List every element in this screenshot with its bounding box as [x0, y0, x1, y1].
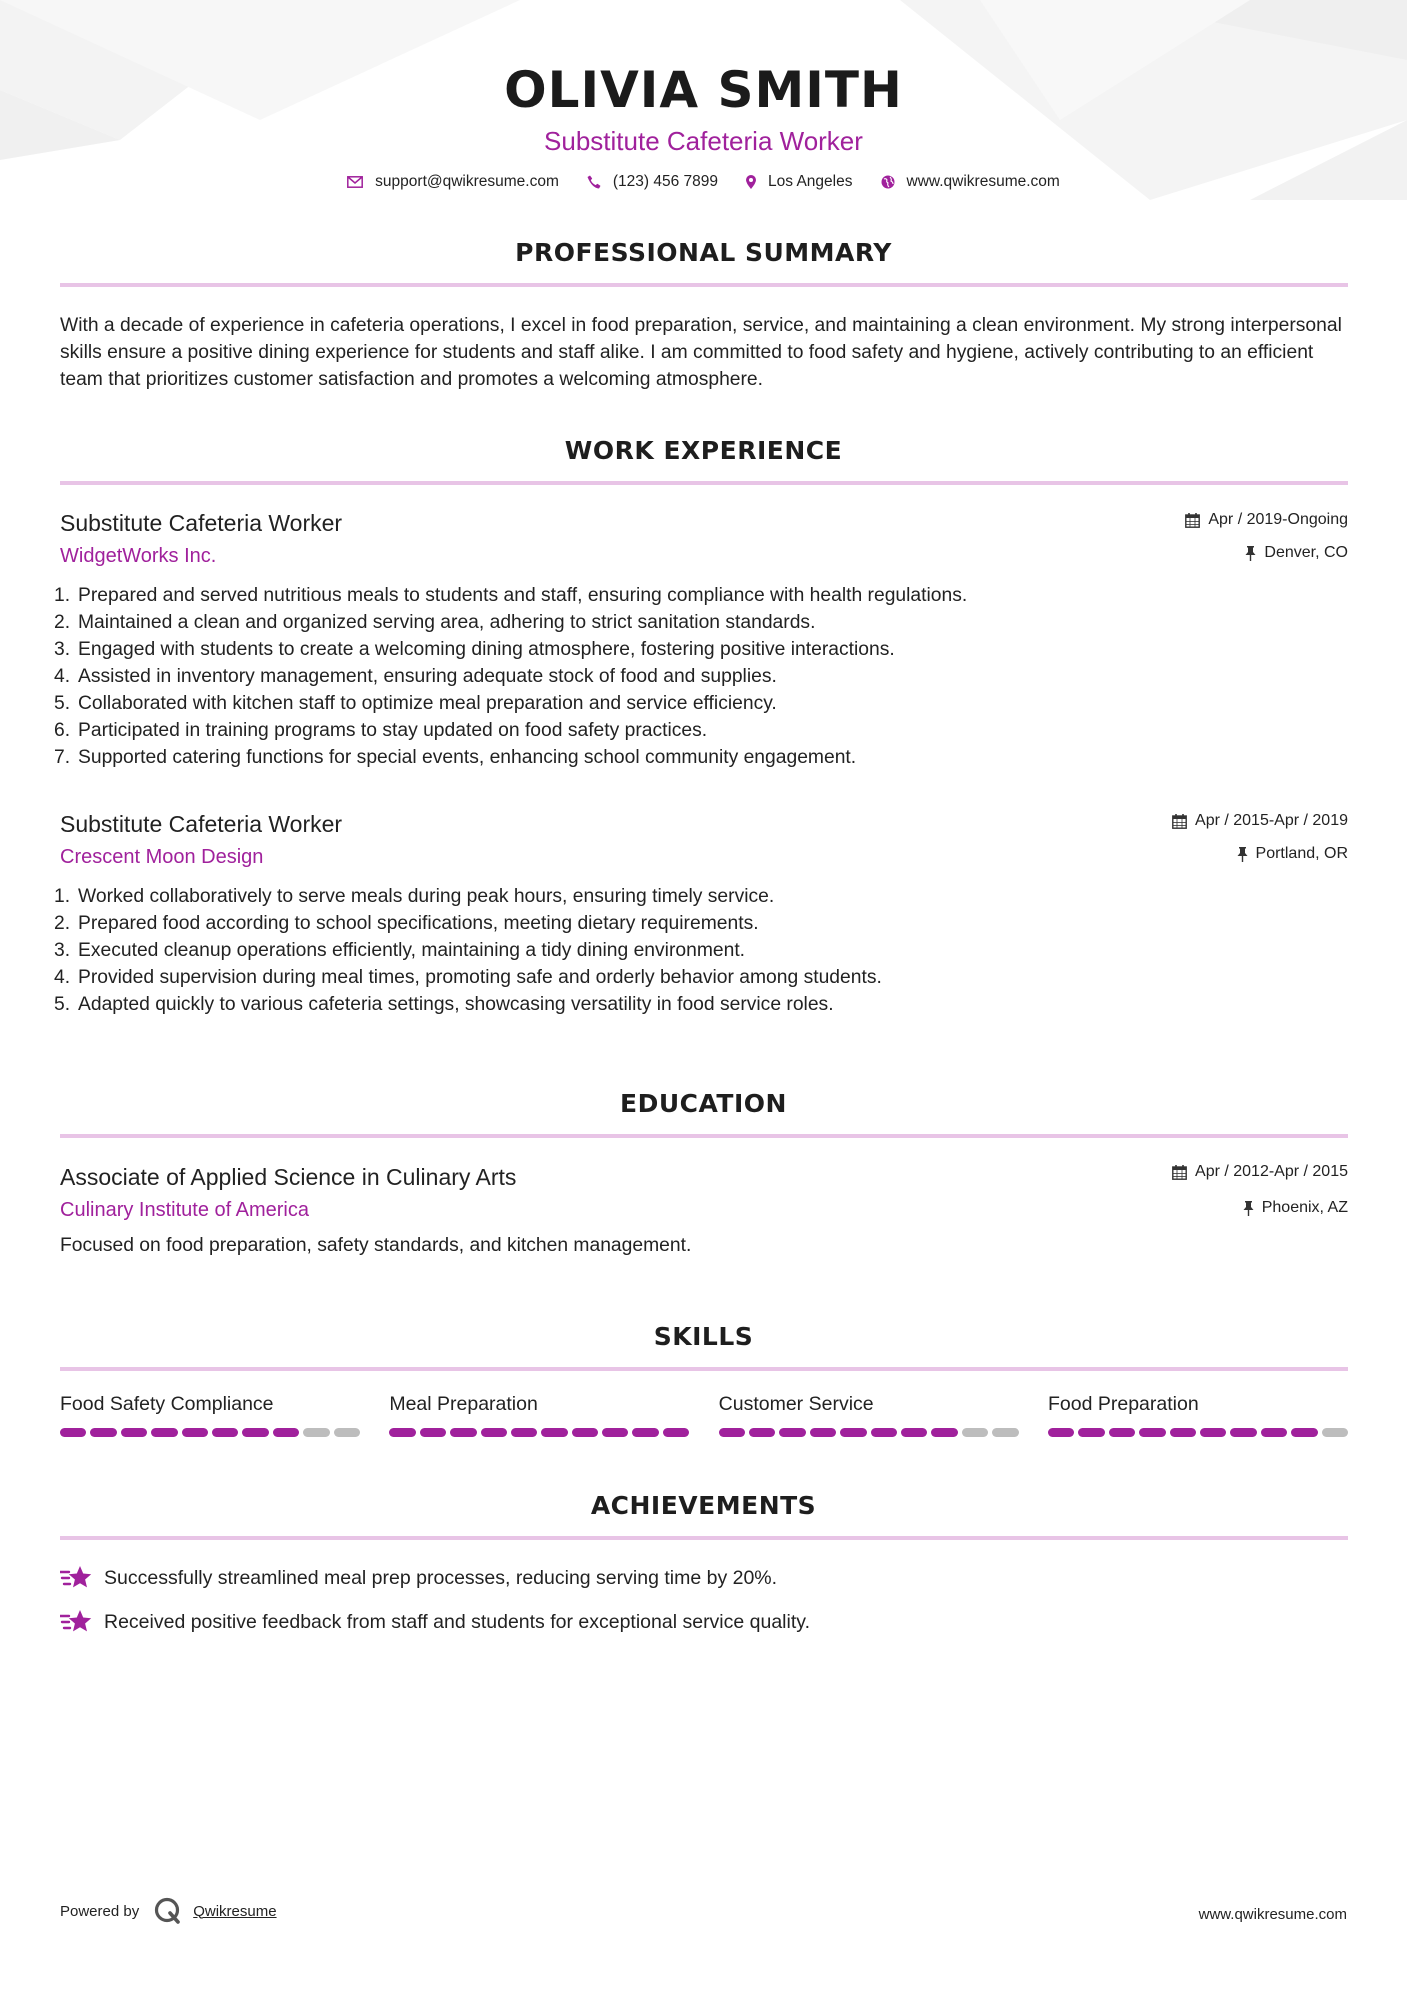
skill-segment-filled: [420, 1428, 446, 1437]
education-entry: [60, 1163, 1348, 1259]
skill-segment-filled: [450, 1428, 476, 1437]
list-item: Maintained a clean and organized serving area, adhering to strict sanitation standards.: [78, 612, 816, 633]
skill-segment-filled: [632, 1428, 658, 1437]
skill-segment-filled: [1170, 1428, 1196, 1437]
pushpin-icon: [1243, 1201, 1254, 1216]
candidate-name: OLIVIA SMITH: [504, 61, 903, 119]
contact-phone[interactable]: [587, 173, 718, 191]
degree-title: Associate of Applied Science in Culinary Arts: [60, 1164, 517, 1190]
job-title: Substitute Cafeteria Worker: [60, 510, 343, 536]
skill-level-bar: [60, 1428, 360, 1437]
list-item: Collaborated with kitchen staff to optimize meal preparation and service efficiency.: [78, 693, 777, 714]
job-dates-text: Apr / 2015-Apr / 2019: [1195, 812, 1348, 829]
qwikresume-link[interactable]: Qwikresume: [193, 1902, 277, 1920]
job-responsibilities: [54, 582, 1348, 771]
skill-segment-filled: [602, 1428, 628, 1437]
skill-segment-filled: [1200, 1428, 1226, 1437]
education-meta: [1172, 1161, 1348, 1219]
education-dates-text: Apr / 2012-Apr / 2015: [1195, 1163, 1348, 1180]
contact-email[interactable]: [347, 173, 559, 191]
skill-segment-empty: [303, 1428, 329, 1437]
website-text: www.qwikresume.com: [906, 173, 1060, 190]
list-item: Prepared and served nutritious meals to students and staff, ensuring compliance with health regulations.: [78, 585, 968, 606]
job-location-text: Denver, CO: [1264, 544, 1348, 561]
phone-text: (123) 456 7899: [612, 173, 719, 190]
list-item: Engaged with students to create a welcoming dining atmosphere, fostering positive interactions.: [78, 639, 895, 660]
section-divider: [60, 283, 1348, 287]
envelope-icon: [347, 176, 363, 188]
education-description: Focused on food preparation, safety standards, and kitchen management.: [60, 1235, 692, 1256]
phone-icon: [587, 175, 601, 189]
candidate-title: Substitute Cafeteria Worker: [544, 126, 863, 156]
location-text: Los Angeles: [768, 173, 853, 190]
job-meta: [1185, 509, 1348, 564]
skill-segment-filled: [931, 1428, 957, 1437]
skill-segment-filled: [389, 1428, 415, 1437]
pushpin-icon: [1237, 847, 1248, 862]
skill-segment-filled: [90, 1428, 116, 1437]
job-dates: [1172, 810, 1348, 832]
list-item: Adapted quickly to various cafeteria settings, showcasing versatility in food service roles.: [78, 994, 834, 1015]
email-text: support@qwikresume.com: [375, 173, 559, 190]
list-item: Prepared food according to school specifications, meeting dietary requirements.: [78, 913, 759, 934]
skill-segment-filled: [1048, 1428, 1074, 1437]
skill-segment-filled: [1109, 1428, 1135, 1437]
summary-text: With a decade of experience in cafeteria operations, I excel in food preparation, service, and maintaining a clean environment. My strong interpersonal skills ensure a positive dining experience for students and staff alike. I am committed to food safety and hygiene, actively contributing to an efficient team that prioritizes customer satisfaction and promotes a welcoming atmosphere.: [60, 315, 1342, 390]
list-item: Participated in training programs to stay updated on food safety practices.: [78, 720, 708, 741]
achievement-text: Received positive feedback from staff and students for exceptional service quality.: [104, 1610, 810, 1633]
skill-level-bar: [1048, 1428, 1348, 1437]
skill-segment-empty: [334, 1428, 360, 1437]
qwikresume-logo-icon: [153, 1896, 183, 1926]
skill-segment-filled: [481, 1428, 507, 1437]
section-divider: [60, 1536, 1348, 1540]
skill-segment-filled: [663, 1428, 689, 1437]
calendar-icon: [1185, 513, 1200, 528]
job-dates-text: Apr / 2019-Ongoing: [1208, 511, 1348, 528]
skill-item: [389, 1392, 689, 1437]
skill-name: Food Safety Compliance: [60, 1393, 274, 1415]
section-title-experience: WORK EXPERIENCE: [564, 436, 843, 465]
skill-item: [1048, 1392, 1348, 1437]
list-item: Supported catering functions for special events, enhancing school community engagement.: [78, 747, 857, 768]
shooting-star-icon: [60, 1565, 92, 1591]
skill-name: Meal Preparation: [389, 1393, 538, 1415]
skill-item: [719, 1392, 1019, 1437]
education-dates: [1172, 1161, 1348, 1183]
job-title: Substitute Cafeteria Worker: [60, 811, 343, 837]
education-location: [1172, 1197, 1348, 1219]
list-item: Worked collaboratively to serve meals during peak hours, ensuring timely service.: [78, 886, 775, 907]
skill-segment-filled: [273, 1428, 299, 1437]
skill-segment-filled: [151, 1428, 177, 1437]
skill-segment-filled: [1078, 1428, 1104, 1437]
skill-segment-filled: [871, 1428, 897, 1437]
education-location-text: Phoenix, AZ: [1261, 1199, 1348, 1216]
skill-segment-filled: [60, 1428, 86, 1437]
resume-header: [0, 58, 1407, 191]
job-location: [1172, 843, 1348, 865]
skill-segment-filled: [242, 1428, 268, 1437]
achievement-text: Successfully streamlined meal prep processes, reducing serving time by 20%.: [104, 1566, 778, 1589]
section-title-achievements: ACHIEVEMENTS: [590, 1491, 817, 1520]
skill-item: [60, 1392, 360, 1437]
achievement-item: [60, 1609, 1348, 1635]
skill-segment-filled: [749, 1428, 775, 1437]
contact-website[interactable]: [881, 173, 1060, 191]
skill-segment-filled: [1139, 1428, 1165, 1437]
section-divider: [60, 1134, 1348, 1138]
skill-segment-filled: [541, 1428, 567, 1437]
skill-segment-filled: [572, 1428, 598, 1437]
school-name: Culinary Institute of America: [60, 1199, 309, 1221]
section-divider: [60, 1367, 1348, 1371]
contact-bar: [0, 173, 1407, 191]
skill-segment-filled: [1261, 1428, 1287, 1437]
map-marker-icon: [746, 175, 756, 189]
job-responsibilities: [54, 883, 1348, 1018]
skills-list: [60, 1392, 1348, 1437]
list-item: Executed cleanup operations efficiently, maintaining a tidy dining environment.: [78, 940, 746, 961]
skill-segment-filled: [511, 1428, 537, 1437]
section-title-summary: PROFESSIONAL SUMMARY: [515, 238, 892, 267]
footer-website-link[interactable]: www.qwikresume.com: [1198, 1906, 1347, 1923]
skill-segment-filled: [901, 1428, 927, 1437]
skill-segment-filled: [1291, 1428, 1317, 1437]
footer-powered-by: [60, 1896, 277, 1926]
section-divider: [60, 481, 1348, 485]
calendar-icon: [1172, 1165, 1187, 1180]
skill-segment-empty: [962, 1428, 988, 1437]
skill-segment-filled: [121, 1428, 147, 1437]
list-item: Provided supervision during meal times, promoting safe and orderly behavior among students.: [78, 967, 882, 988]
shooting-star-icon: [60, 1609, 92, 1635]
globe-icon: [881, 175, 895, 189]
skill-segment-empty: [1322, 1428, 1348, 1437]
job-meta: [1172, 810, 1348, 865]
skill-level-bar: [719, 1428, 1019, 1437]
contact-location: [746, 173, 852, 191]
company-name: Crescent Moon Design: [60, 846, 264, 868]
achievement-item: [60, 1565, 1348, 1591]
skill-segment-filled: [212, 1428, 238, 1437]
skill-segment-filled: [840, 1428, 866, 1437]
skill-segment-empty: [992, 1428, 1018, 1437]
job-entry: [60, 810, 1348, 1018]
skill-segment-filled: [182, 1428, 208, 1437]
skill-name: Food Preparation: [1047, 1393, 1199, 1415]
skill-segment-filled: [779, 1428, 805, 1437]
skill-segment-filled: [810, 1428, 836, 1437]
job-dates: [1185, 509, 1348, 531]
list-item: Assisted in inventory management, ensuring adequate stock of food and supplies.: [78, 666, 777, 687]
company-name: WidgetWorks Inc.: [60, 545, 217, 567]
section-title-skills: SKILLS: [653, 1322, 754, 1351]
pushpin-icon: [1245, 546, 1256, 561]
job-location-text: Portland, OR: [1255, 845, 1348, 862]
skill-segment-filled: [1230, 1428, 1256, 1437]
powered-by-label: Powered by: [60, 1902, 140, 1920]
skill-segment-filled: [719, 1428, 745, 1437]
section-title-education: EDUCATION: [620, 1089, 787, 1118]
skill-level-bar: [389, 1428, 689, 1437]
skill-name: Customer Service: [718, 1393, 874, 1415]
calendar-icon: [1172, 814, 1187, 829]
job-location: [1185, 542, 1348, 564]
job-entry: [60, 509, 1348, 771]
